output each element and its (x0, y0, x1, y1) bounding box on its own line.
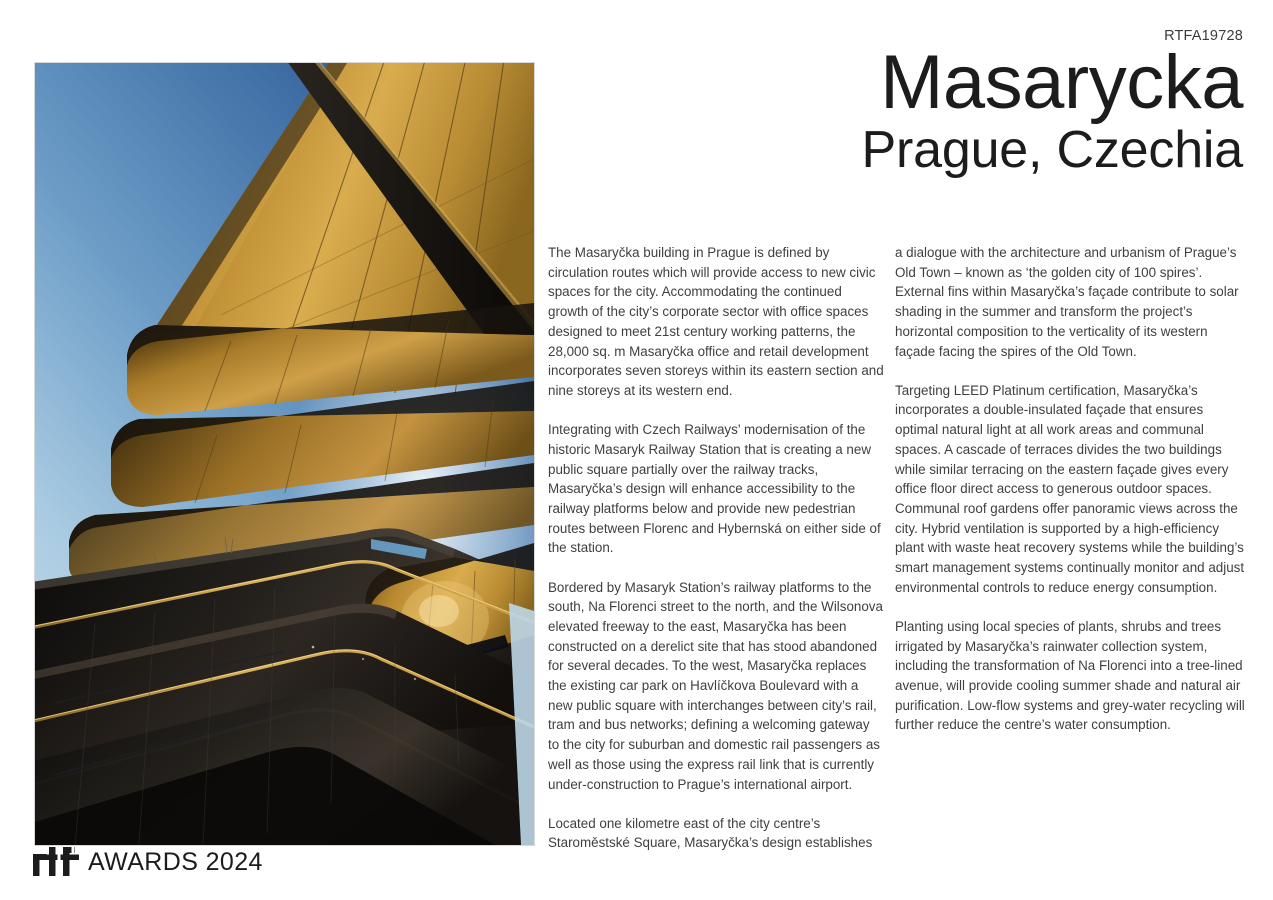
paragraph: Bordered by Masaryk Station’s railway platforms to the south, Na Florenci street to the north, and the Wilsonova elevated freeway to the east, Masaryčka has been constructed on a derelict site that has stood abandoned for several decades. To the west, Masaryčka replaces the existing car park on Havlíčkova Boulevard with a new public square with interchanges between city’s rail, tram and bus networks; defining a welcoming gateway to the city for suburban and domestic rail passengers as well as those using the express rail link that is currently under-construction to Prague’s international airport. (548, 579, 883, 792)
rtf-logo-icon (33, 846, 79, 876)
rtf-awards-logo (33, 846, 263, 876)
paragraph: Targeting LEED Platinum certification, Masaryčka’s incorporates a double-insulated façade that ensures optimal natural light at all work areas and communal spaces. A cascade of terraces divides the two buildings while similar terracing on the eastern façade gives every office floor direct access to generous outdoor spaces. Communal roof gardens offer panoramic views across the city. Hybrid ventilation is supported by a high-efficiency plant with waste heat recovery systems while the building’s smart management systems continually monitor and adjust environmental controls to reduce energy consumption. (895, 382, 1245, 595)
awards-label: AWARDS 2024 (88, 848, 263, 876)
paragraph: Integrating with Czech Railways’ modernisation of the historic Masaryk Railway Station that is creating a new public square partially over the railway tracks, Masaryčka’s design will enhance accessibility to the railway platforms below and provide new pedestrian routes between Florenc and Hybernská on either side of the station. (548, 422, 881, 556)
reference-code: RTFA19728 (1164, 28, 1243, 44)
paragraph: Planting using local species of plants, shrubs and trees irrigated by Masaryčka’s rainwater collection system, including the transformation of Na Florenci into a tree-lined avenue, will provide cooling summer shade and natural air purification. Low-flow systems and grey-water recycling will further reduce the centre’s water consumption. (895, 618, 1245, 733)
description-column-left (548, 243, 884, 853)
paragraph: a dialogue with the architecture and urbanism of Prague’s Old Town – known as ‘the golden city of 100 spires’. External fins within Masaryčka’s façade contribute to solar shading in the summer and transform the project’s horizontal composition to the verticality of its western façade facing the spires of the Old Town. (895, 245, 1239, 359)
page-title: Masarycka (880, 40, 1243, 125)
description-column-right (895, 243, 1245, 735)
facade-photo-illustration (35, 63, 534, 845)
paragraph: Located one kilometre east of the city centre’s Staroměstské Square, Masaryčka’s design establishes (548, 815, 873, 851)
project-location: Prague, Czechia (861, 121, 1243, 180)
title-block (861, 40, 1243, 180)
masarycka-building-facade-photo (35, 63, 534, 845)
paragraph: The Masaryčka building in Prague is defined by circulation routes which will provide access to new civic spaces for the city. Accommodating the continued growth of the city’s corporate sector with office spaces designed to meet 21st century working patterns, the 28,000 sq. m Masaryčka office and retail development incorporates seven storeys within its eastern section and nine storeys at its western end. (548, 245, 884, 398)
